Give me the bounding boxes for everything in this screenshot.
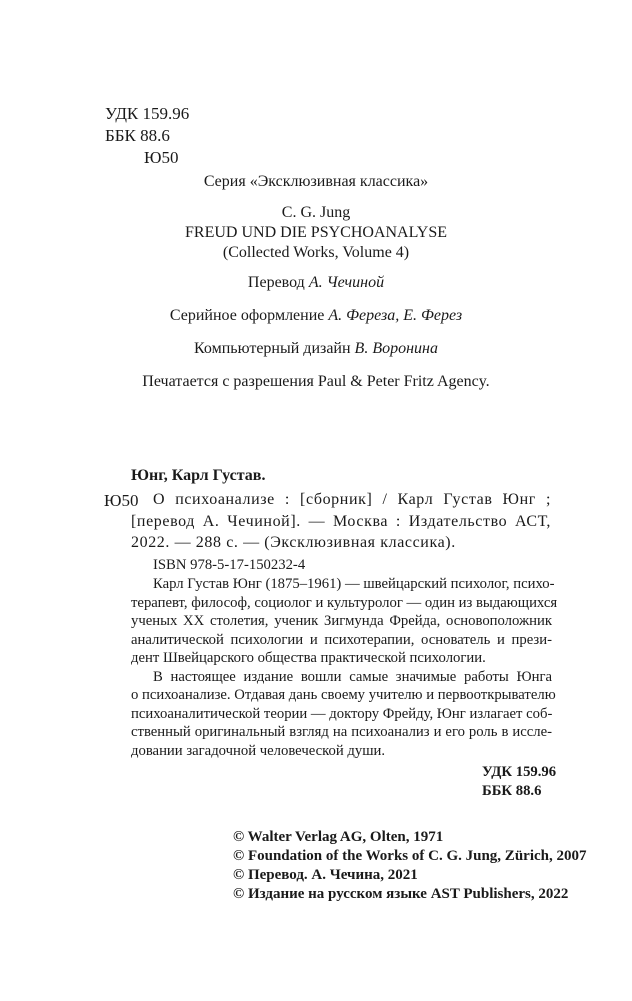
series-design-label: Серийное оформление: [169, 307, 325, 324]
series-line: Серия «Эксклюзивная классика»: [203, 173, 429, 190]
translation-label: Перевод: [247, 274, 305, 291]
annotation-line: аналитической психологии и психотерапии, основатель и прези-: [131, 631, 552, 648]
series-design-credit: [0, 306, 632, 326]
annotation-line: о психоанализе. Отдавая дань своему учителю и первооткрывателю: [131, 687, 556, 703]
computer-designer: В. Воронина: [354, 340, 438, 357]
permission-line: Печатается с разрешения Paul & Peter Fritz Agency.: [142, 373, 490, 390]
copyright-line: © Издание на русском языке AST Publishers, 2022: [233, 886, 569, 902]
catalog-entry-line: 2022. — 288 с. — (Эксклюзивная классика).: [131, 534, 456, 551]
catalog-entry-cont: [131, 511, 551, 554]
annotation-paragraph-1: [131, 575, 558, 668]
original-title: FREUD UND DIE PSYCHOANALYSE: [185, 224, 447, 241]
catalog-bbk: ББК 88.6: [482, 783, 542, 799]
catalog-mark: Ю50: [104, 491, 139, 510]
catalog-entry-line: О психоанализе : [сборник] / Карл Густав Юнг ;: [153, 491, 551, 508]
annotation-line: В настоящее издание вошли самые значимые работы Юнга: [153, 668, 552, 685]
copyright-line: © Перевод. А. Чечина, 2021: [233, 867, 418, 883]
annotation-line: Карл Густав Юнг (1875–1961) — швейцарский психолог, психо-: [153, 576, 555, 592]
annotation-paragraph-2: [131, 668, 556, 761]
author-mark: Ю50: [144, 148, 179, 167]
catalog-entry: [153, 489, 551, 511]
catalog-udk: УДК 159.96: [482, 764, 557, 780]
annotation-line: ученых XX столетия, ученик Зигмунда Фрейда, основоположник: [131, 613, 552, 629]
copyright-line: © Foundation of the Works of C. G. Jung, Zürich, 2007: [233, 848, 587, 864]
original-author: C. G. Jung: [281, 204, 351, 221]
original-collection: (Collected Works, Volume 4): [222, 244, 410, 261]
annotation-line: довании загадочной человеческой души.: [131, 742, 386, 759]
bbk-code: ББК 88.6: [105, 126, 170, 145]
annotation-line: психоаналитической теории — доктору Фрейду, Юнг излагает соб-: [131, 705, 553, 722]
computer-design-credit: [0, 339, 632, 359]
annotation-line: ственный оригинальный взгляд на психоанализ и его роль в иссле-: [131, 724, 552, 740]
computer-design-label: Компьютерный дизайн: [194, 340, 351, 357]
udk-code: УДК 159.96: [105, 104, 190, 123]
catalog-heading: Юнг, Карл Густав.: [131, 467, 266, 484]
catalog-entry-line: [перевод А. Чечиной]. — Москва : Издательство АСТ,: [131, 512, 551, 530]
isbn: ISBN 978-5-17-150232-4: [153, 557, 306, 573]
copyright-line: © Walter Verlag AG, Olten, 1971: [233, 829, 444, 845]
translation-credit: [0, 273, 632, 293]
annotation-line: дент Швейцарского общества практической психологии.: [131, 650, 486, 666]
series-designers: А. Фереза, Е. Ферез: [328, 307, 463, 324]
annotation-line: терапевт, философ, социолог и культуролог — один из выдающихся: [131, 594, 558, 611]
translator-name: А. Чечиной: [308, 274, 385, 291]
